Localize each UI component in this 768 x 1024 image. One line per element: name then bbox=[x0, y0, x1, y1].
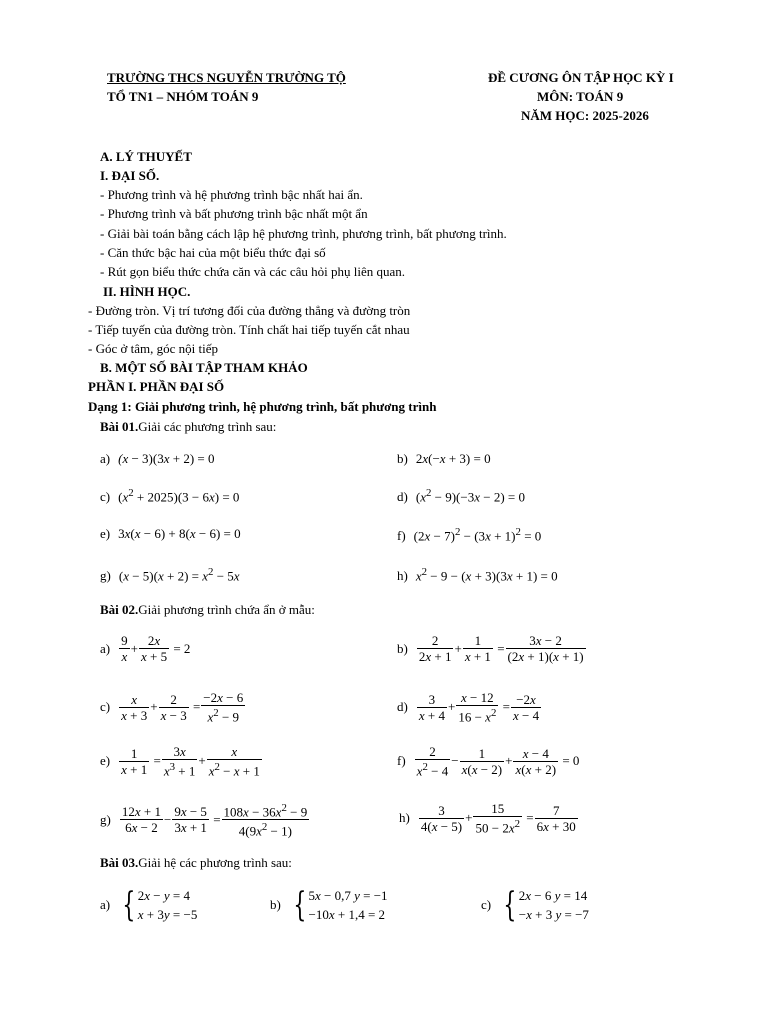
geometry-item: - Góc ở tâm, góc nội tiếp bbox=[88, 341, 218, 356]
system-3c: c) { 2x − 6 y = 14 −x + 3 y = −7 bbox=[481, 885, 589, 925]
equation-2d: d) $\frac{3}{x + 4}$ + $\frac{x - 12}{16 - x^2}$ = $\frac{-2x}{x - 4}$ bbox=[397, 690, 540, 725]
equation-2h: h) $\frac{3}{4(x - 5)}$ + $\frac{15}{50 - 2x^2}$ = $\frac{7}{6x + 30}$ bbox=[399, 801, 576, 836]
exercises-heading: B. MỘT SỐ BÀI TẬP THAM KHẢO bbox=[100, 360, 308, 375]
equation-1h: h) $x^2 - 9 - (x + 3)(3x + 1) = 0$ bbox=[397, 566, 558, 584]
equation-1a: a) (x − 3)(3x + 2) = 0 bbox=[100, 451, 215, 466]
subject: MÔN: TOÁN 9 bbox=[537, 89, 624, 104]
equation-2a: a) $\frac{9}{x}$ + $\frac{2x}{x + 5}$ = 2 bbox=[100, 633, 191, 664]
algebra-item: - Giải bài toán bằng cách lập hệ phương trình, phương trình, bất phương trình. bbox=[100, 226, 507, 241]
geometry-heading: II. HÌNH HỌC. bbox=[103, 284, 191, 299]
algebra-item: - Phương trình và hệ phương trình bậc nhất hai ẩn. bbox=[100, 187, 363, 202]
equation-1e: e) 3x(x − 6) + 8(x − 6) = 0 bbox=[100, 526, 241, 541]
equation-1g: g) $(x - 5)(x + 2) = x^2 - 5x$ bbox=[100, 566, 240, 584]
system-3a: a) { 2x − y = 4 x + 3y = −5 bbox=[100, 885, 198, 925]
algebra-item: - Căn thức bậc hai của một biểu thức đại số bbox=[100, 245, 326, 260]
theory-heading: A. LÝ THUYẾT bbox=[100, 149, 192, 164]
geometry-item: - Đường tròn. Vị trí tương đối của đường thẳng và đường tròn bbox=[88, 303, 411, 318]
equation-1b: b) 2x(−x + 3) = 0 bbox=[397, 451, 491, 466]
equation-2g: g) $\frac{12x + 1}{6x - 2}$ − $\frac{9x - 5}{3x + 1}$ = $\frac{108x - 36x^2 - 9}{4(9x^2 - 1)}$ bbox=[100, 802, 308, 839]
system-3b: b) { 5x − 0,7 y = −1 −10x + 1,4 = 2 bbox=[270, 885, 388, 925]
bai02-prompt: Bài 02.Giải phương trình chứa ẩn ở mẫu: bbox=[100, 602, 315, 617]
school-name: TRƯỜNG THCS NGUYỄN TRƯỜNG TỘ bbox=[107, 70, 346, 85]
equation-1f: f) $(2x - 7)^2 - (3x + 1)^2 = 0$ bbox=[397, 526, 542, 544]
bai01-prompt: Bài 01.Giải các phương trình sau: bbox=[100, 419, 277, 434]
equation-1d: d) $(x^2 - 9)(-3x - 2) = 0$ bbox=[397, 487, 525, 505]
equation-1c: c) $(x^2 + 2025)(3 - 6x) = 0$ bbox=[100, 487, 240, 505]
school-year: NĂM HỌC: 2025-2026 bbox=[521, 108, 649, 123]
document-title: ĐỀ CƯƠNG ÔN TẬP HỌC KỲ I bbox=[488, 70, 674, 85]
equation-2b: b) $\frac{2}{2x + 1}$ + $\frac{1}{x + 1}$ = $\frac{3x - 2}{(2x + 1)(x + 1)}$ bbox=[397, 633, 584, 664]
geometry-item: - Tiếp tuyến của đường tròn. Tính chất hai tiếp tuyến cắt nhau bbox=[88, 322, 410, 337]
equation-2c: c) $\frac{x}{x + 3}$ + $\frac{2}{x - 3}$ = $\frac{-2x - 6}{x^2 - 9}$ bbox=[100, 690, 244, 725]
part1-heading: PHẦN I. PHẦN ĐẠI SỐ bbox=[88, 379, 225, 394]
equation-2e: e) $\frac{1}{x + 1}$ = $\frac{3x}{x^3 + 1}$ + $\frac{x}{x^2 - x + 1}$ bbox=[100, 744, 260, 779]
type1-heading: Dạng 1: Giải phương trình, hệ phương trình, bất phương trình bbox=[88, 399, 437, 414]
department-name: TỔ TN1 – NHÓM TOÁN 9 bbox=[107, 89, 259, 104]
algebra-heading: I. ĐẠI SỐ. bbox=[100, 168, 160, 183]
algebra-item: - Rút gọn biểu thức chứa căn và các câu hỏi phụ liên quan. bbox=[100, 264, 406, 279]
equation-2f: f) $\frac{2}{x^2 - 4}$ − $\frac{1}{x(x - 2)}$ + $\frac{x - 4}{x(x + 2)}$ = 0 bbox=[397, 744, 580, 779]
algebra-item: - Phương trình và bất phương trình bậc nhất một ẩn bbox=[100, 206, 368, 221]
bai03-prompt: Bài 03.Giải hệ các phương trình sau: bbox=[100, 855, 292, 870]
